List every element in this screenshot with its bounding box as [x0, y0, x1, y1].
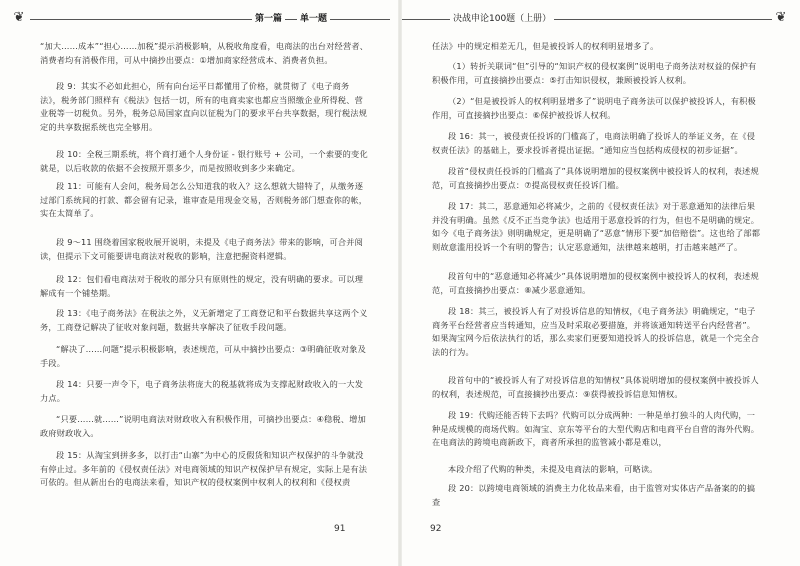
paragraph: 段 20：以跨境电商领域的消费主力化妆品来看，由于监管对实体店产品备案的的搞查: [432, 483, 756, 507]
part-label: 第一篇: [252, 11, 285, 27]
page-number: 91: [334, 524, 346, 534]
paragraph: 段首“侵权责任投诉的门槛高了”具体说明增加的侵权案例中被投诉人的权利，表述规范，可直接摘抄出要点：⑦提高侵权责任投诉门槛。: [432, 166, 759, 190]
paragraph: 段首句中的“恶意通知必将减少”具体说明增加的侵权案例中被投诉人的权利，表述规范，可直接摘抄出要点：⑧减少恶意通知。: [432, 271, 759, 295]
section-label: 单一题: [297, 11, 330, 27]
header-rule: [30, 19, 390, 20]
paragraph: 段 9～11 围绕着国家税收展开说明，未提及《电子商务法》带来的影响，可合并阅读，但提示下文可能要讲电商法对税收的影响，注意把握资料逻辑。: [40, 237, 364, 261]
paragraph: 段 14：只要一声令下，电子商务法将庞大的税基就将成为支撑起财政收入的一大发力点。: [40, 379, 364, 403]
leaf-ornament-icon: ❦: [13, 10, 25, 25]
paragraph: “只要……就……”说明电商法对财政收入有积极作用，可摘抄出要点：④稳税、增加政府财政收入。: [40, 414, 366, 438]
paragraph: 段 18：其三，被投诉人有了对投诉信息的知情权，《电子商务法》明确规定，“电子商务平台经营者应当转通知，应当及时采取必要措施，并将该通知转送平台内经营者”。如果淘宝网今后依法执行的话，那么卖家们更要知道投诉人的投诉信息，就是一个完全合法的行为。: [432, 306, 760, 357]
paragraph: 段 13：《电子商务法》在税法之外，义无新增定了工商登记和平台数据共享这两个义务，工商登记解决了征收对象问题，数据共享解决了征收手段问题。: [40, 308, 368, 332]
paragraph: 段 11：可能有人会问，税务局怎么公知道我的收入？这么想就大错特了，从缴务逐过部门系统间的打款、都会留有记录，谁审查是用现金交易，否则税务部门想查你的帐，实在太简单了。: [40, 181, 368, 218]
paragraph: 段 15：从淘宝到拼多多，以打击“山寨”为中心的反假货和知识产权保护的斗争就没有停止过。多年前的《侵权责任法》对电商领域的知识产权保护早有规定，实际上是有法可依的。但从新出台的电商法来看，知识产权的侵权案例中权利人的权利和《侵权责: [40, 450, 368, 487]
paragraph: 段首句中的“被投诉人有了对投诉信息的知情权”具体说明增加的侵权案例中被投诉人的权利，表述规范，可直接摘抄出要点：⑨获得被投诉信息知情权。: [432, 375, 759, 399]
leaf-ornament-icon: ❦: [775, 10, 787, 25]
paragraph: “解决了……问题”提示积极影响，表述规范，可从中摘抄出要点：③明确征收对象及手段。: [40, 344, 366, 368]
paragraph: 段 17：其二，恶意通知必将减少，之前的《侵权责任法》对于恶意通知的法律后果并没有明确。虽然《反不正当竞争法》也适用于恶意投诉的行为，但也不是明确的规定。如今《电子商务法》则明确规定，更是明确了“恶意”情形下要“加倍赔偿”。这也给了部都则故意滥用投诉一个有明的警告；认定恶意通知，法律越来越明，打击越来越严了。: [432, 201, 761, 252]
paragraph: “加大……成本”“担心……加税”提示消极影响，从税收角度看，电商法的出台对经营者、消费者均有消极作用，可从中摘抄出要点：①增加商家经营成本、消费者负担。: [40, 41, 369, 65]
paragraph: 任法》中的规定相差无几，但是被投诉人的权利明显增多了。: [432, 41, 659, 51]
page-number: 92: [430, 524, 442, 534]
paragraph: 段 16：其一，被侵责任投诉的门槛高了，电商法明确了投诉人的举证义务，在《侵权责任法》的基础上，要求投诉者提出证据。“通知应当包括构成侵权的初步证据”。: [432, 131, 756, 155]
running-header-left: [12, 11, 398, 27]
paragraph: 段 12：包们看电商法对于税收的部分只有原则性的规定，没有明确的要求。可以理解成有一个铺垫期。: [40, 274, 364, 298]
paragraph: （2）“但是被投诉人的权利明显增多了”说明电子商务法可以保护被投诉人，有积极作用，可直接摘抄出要点：⑥保护被投诉人权利。: [432, 96, 756, 120]
paragraph: 段 9：其实不必如此担心，所有向台运平日都懂用了价格，就贯彻了《电子商务法》，税务部门照样有《税法》包括一切，所有的电商卖家也都应当照缴企业所得税、营业税等一切税负。另外，税务总局国家直向以征税为门的要求平台共享数据，现行税法规定的共享数据系统也完全够用。: [40, 81, 368, 132]
paragraph: （1）转折关联词“但”引导的“知识产权的侵权案例”说明电子商务法对权益的保护有积极作用，可直接摘抄出要点：⑤打击知识侵权，兼顾被投诉人权利。: [432, 61, 757, 85]
paragraph: 本段介绍了代购的种类，未提及电商法的影响，可略读。: [448, 464, 658, 474]
book-title: 决战申论100题（上册）: [450, 11, 554, 27]
running-header-right: [402, 11, 788, 27]
paragraph: 段 10：全税三期系统，将个商打通个人身份证 - 银行账号 + 公司，一个索要的变化就是，以后收款的依据不会按照开票多少，而是按照收到多少来确定。: [40, 149, 368, 173]
paragraph: 段 19：代购还能否转下去吗？代购可以分成两种：一种是单打独斗的人肉代购，一种是成规模的商场代购。如淘宝、京东等平台的大型代购店和电商平台自营的海外代购。在电商法的跨境电商新政下，商者所承担的监管减小都是难以，: [432, 410, 760, 447]
